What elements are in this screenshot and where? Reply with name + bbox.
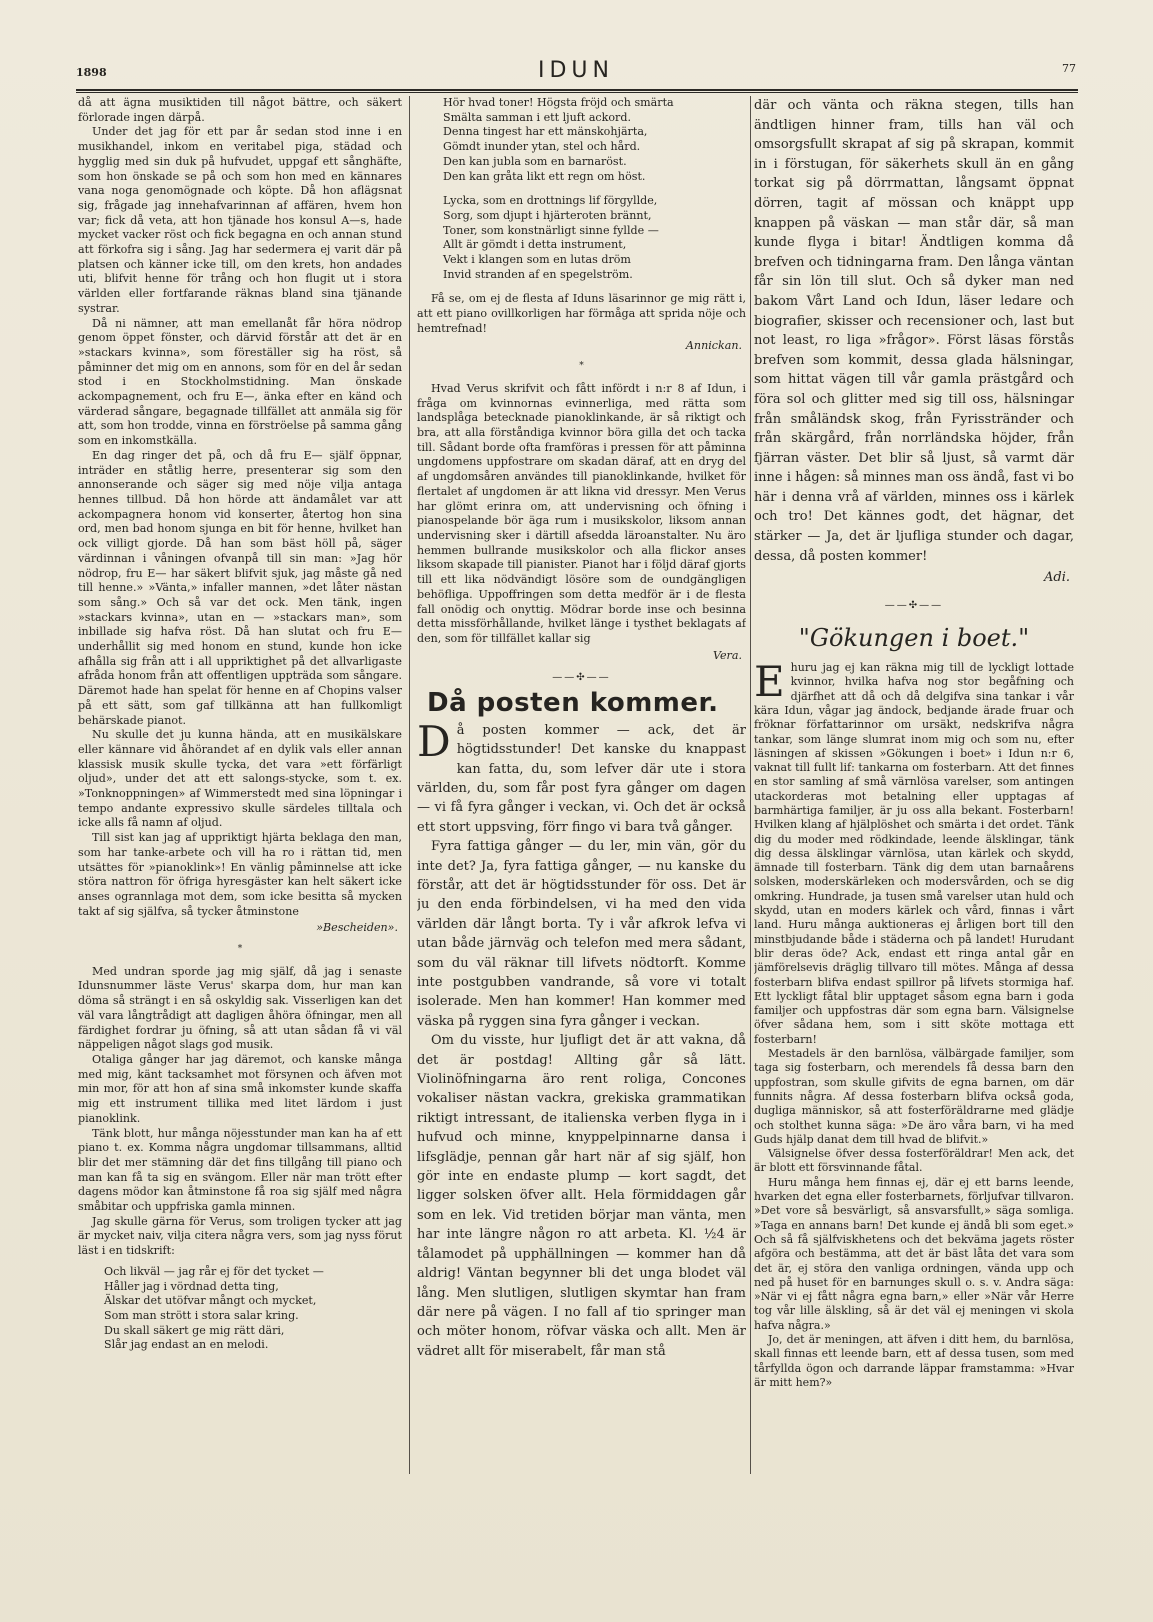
article-heading: Då posten kommer.: [427, 688, 719, 719]
poem-line: Den kan gråta likt ett regn om höst.: [443, 169, 646, 183]
page-header: [76, 58, 1076, 88]
signature: Adi.: [1044, 570, 1070, 586]
paragraph: där och vänta och räkna stegen, tills han ändtligen hinner fram, tills han väl och omsorgsfullt skrapat af sig på skrapan, kommit in i förstugan, för säkerhets skull än en gång torkat sig på dörrmattan, långsamt öppnat dörren, tagit af mössan och knäppt upp knappen på väskan — man står där, så man kunde flyga i bitar! Ändtligen komma då brefven och tidningarna fram. Den långa väntan får sin lön till slut. Och så dyker man ned bakom Vårt Land och Idun, läser ledare och biografier, skisser och recensioner och, last but not least, ro liga »frågor». Först läsas förstås brefven som kommit, dessa glada hälsningar, som hittat vägen till vår gamla prästgård och föra sol och glitter med sig till oss, hälsningar från småländsk skog, från Fyrisstränder och från skärgård, från norrländska höjder, från fjärran väster. Det blir så ljust, så varmt där inne i hågen: så minnes man oss ändå, fast vi bo här i denna vrå af världen, minnes oss i kärlek och tro! Det kännes godt, det hägnar, det stärker — Ja, det är ljufliga stunder och dagar, dessa, då posten kommer!: [754, 98, 1074, 564]
poem-line: Sorg, som djupt i hjärteroten brännt,: [443, 208, 652, 222]
poem-line: Denna tingest har ett mänskohjärta,: [443, 125, 648, 139]
poem-stanza: [443, 194, 746, 282]
paragraph: Till sist kan jag af uppriktigt hjärta beklaga den man, som har tanke-arbete och vill ha ro i rättan tid, men utsättes för »pianoklink»! En vänlig påminnelse att icke störa nattron för öfriga hyresgäster kan helt säkert icke anses ogrannlaga mot dem, som icke besitta så mycken takt af sig själfva, så tycker åtminstone: [78, 831, 402, 918]
header-rule-thin: [76, 92, 1078, 93]
column-divider-1: [409, 96, 410, 1474]
article-body: [754, 657, 1074, 1390]
header-rule: [76, 89, 1078, 91]
paragraph: då att ägna musiktiden till något bättre, och säkert förlorade ingen därpå.: [78, 96, 402, 124]
poem-line: Hör hvad toner! Högsta fröjd och smärta: [443, 96, 674, 109]
column-divider-2: [750, 96, 751, 1474]
paragraph: Mestadels är den barnlösa, välbärgade familjer, som taga sig fosterbarn, och merendels få dessa barn den uppfostran, som skulle gifvits de egna barnen, om där funnits några. Af dessa fosterbarn blifva också goda, dugliga människor, så att fosterföräldrarne med glädje och stolthet kunna säga: »De äro våra barn, vi ha med Guds hjälp danat dem till hvad de blifvit.»: [754, 1047, 1074, 1146]
signature: Annickan.: [685, 338, 742, 352]
paragraph: Få se, om ej de flesta af Iduns läsarinnor ge mig rätt i, att ett piano ovillkorligen har förmåga att sprida nöje och hemtrefnad!: [417, 292, 746, 335]
poem-line: Och likväl — jag rår ej för det tycket —: [104, 1264, 324, 1278]
signature: »Bescheiden».: [316, 921, 398, 935]
drop-cap: D: [417, 716, 451, 766]
article-heading: "Gökungen i boet.": [798, 624, 1030, 653]
masthead-title: IDUN: [538, 58, 614, 83]
poem-stanza: [443, 96, 746, 184]
poem-line: Lycka, som en drottnings lif förgyllde,: [443, 194, 658, 208]
paragraph: Jag skulle gärna för Verus, som troligen tycker att jag är mycket naiv, vilja citera några vers, som jag nyss förut läst i en tidskrift:: [78, 1214, 402, 1258]
paragraph: Om du visste, hur ljufligt det är att vakna, då det är postdag! Allting går så lätt. Violinöfningarna äro rent roliga, Concones vokaliser nästan vackra, grekiska grammatikan riktigt intressant, de italienska verben flyga in i hufvud och minne, knyppelpinnarne dansa i lifsglädje, pennan går hart när af sig själf, hon gör inte en endaste plump — kort sagdt, det ligger solsken öfver allt. Hela förmiddagen går som en lek. Vid tretiden börjar man vänta, men har inte längre någon ro att arbeta. Kl. ½4 är tålamodet på upphällningen — kommer han då aldrig! Väntan begynner bli det unga blodet väl lång. Men slutligen, slutligen skymtar han fram där nere på vägen. I no fall af tio springer man och möter honom, röfvar väska och allt. Men är vädret allt för miserabelt, får man stå: [417, 1033, 746, 1359]
poem-line: Den kan jubla som en barnaröst.: [443, 154, 627, 168]
article-body: [417, 716, 746, 1361]
ornament-divider: ——✣——: [884, 599, 944, 611]
column-left: [78, 96, 402, 1486]
section-star: *: [237, 944, 243, 955]
paragraph: Nu skulle det ju kunna hända, att en musikälskare eller kännare vid åhörandet af en dylik vals eller annan klassisk musik skulle tycka, det vara »ett förfärligt oljud», under det att ett salongs-stycke, som t. ex. »Tonknoppningen» af Wimmerstedt med sina löpningar i tempo andante expressivo skulle särdeles tilltala och icke alls få namn af oljud.: [78, 728, 402, 830]
column-middle: [417, 96, 746, 1486]
poem-line: Håller jag i vördnad detta ting,: [104, 1279, 279, 1293]
column-right: [754, 96, 1074, 1486]
poem-line: Vekt i klangen som en lutas dröm: [443, 253, 631, 267]
section-star: *: [579, 361, 584, 372]
signature: Vera.: [712, 648, 742, 662]
paragraph: En dag ringer det på, och då fru E— själf öppnar, inträder en ståtlig herre, presenterar sig som den annonserande och säger sig med nöje vilja antaga hennes tillbud. Då hon hörde att ändamålet var att ackompagnera honom vid konserter, återtog hon sina ord, men bad honom sjunga en bit för henne, hvilket han ock villigt gjorde. Då han som bäst höll på, säger värdinnan i våningen ofvanpå till sin man: »Jag hör nödrop, fru E— har säkert blifvit sjuk, jag måste gå ned till henne.» »Vänta,» infaller mannen, »det låter nästan som sång.» Och så var det ock. Men tänk, ingen »stackars kvinna», utan en — »stackars man», som inbillade sig hafva röst. Då han slutat och fru E— underhållit sig med honom en stund, kunde hon icke afhålla sig från att i all uppriktighet på det allvarligaste afråda honom från att offentligen uppträda som sångare. Däremot hade han spelat för henne en af Chopins valser på ett sätt, som gaf tillkänna att han fullkomligt behärskade pianot.: [78, 448, 402, 727]
drop-cap: E: [754, 657, 785, 707]
poem-line: Slår jag endast an en melodi.: [104, 1338, 269, 1352]
paragraph: Ehuru jag ej kan räkna mig till de lyckligt lottade kvinnor, hvilka hafva nog stor begåfning och djärfhet att då och då delgifva sina tankar i vår kära Idun, vågar jag ändock, bedjande ärade fruar och fröknar författarinnor om ursäkt, nedskrifva några tankar, som länge slumrat inom mig och som nu, efter läsningen af skissen »Gökungen i boet» i Idun n:r 6, vaknat till fullt lif: tankarna om fosterbarn. Att det finnes en stor samling af små värnlösa varelser, som antingen utackorderas mot betalning eller upptagas af barmhärtiga familjer, är ju oss alla bekant. Fosterbarn! Hvilken klang af hjälplöshet och smärta i det ordet. Tänk dig du moder med rödkindade, leende älsklingar, tänk dig dessa älsklingar värnlösa, utan kärlek och skydd, ämnade till fosterbarn. Tänk dig dem utan barnaårens solsken, moderskärleken och modersvården, och se dig omkring. Hundrade, ja tusen små varelser utan huld och skydd, utan en moders kärlek och vård, finnas i vårt land. Huru många auktioneras ej årligen bort till den minstbjudande både i städerna och på landet! Hurudant blir deras öde? Ack, endast ett ringa antal går en jämförelsevis dräglig tillvaro till mötes. Många af dessa fosterbarn blifva endast spillror på lifvets stormiga haf. Ett lyckligt fåtal blir upptaget såsom egna barn i goda familjer och uppfostras där som egna barn. Välsignelse öfver sådana hem, som i sitt sköte mottaga ett fosterbarn!: [754, 657, 1074, 1046]
poem-line: Toner, som konstnärligt sinne fyllde —: [443, 223, 659, 237]
paragraph: Otaliga gånger har jag däremot, och kanske många med mig, känt tacksamhet mot försynen och äfven mot min mor, för att hon af sina små inkomster kunde skaffa mig ett instrument tillika med litet lärdom i just pianoklink.: [78, 1053, 402, 1125]
paragraph: Välsignelse öfver dessa fosterföräldrar! Men ack, det är blott ett försvinnande fåtal.: [754, 1147, 1074, 1175]
poem-line: Älskar det utöfvar mångt och mycket,: [104, 1294, 317, 1308]
poem-line: Invid stranden af en spegelström.: [443, 267, 633, 281]
header-year: 1898: [76, 66, 107, 79]
poem-line: Smälta samman i ett ljuft ackord.: [443, 110, 631, 124]
paragraph: Huru många hem finnas ej, där ej ett barns leende, hvarken det egna eller fosterbarnets, förljufvar tillvaron. »Det vore så besvärligt, så ansvarsfullt,» säga somliga. »Taga en annans barn! Det kunde ej ändå bli som eget.» Och så få själfviskhetens och det bekväma jagets röster afgöra och bestämma, att det är bäst låta det vara som det är, ej störa den vanliga ordningen, vända upp och ned på huset för en barnunges skull o. s. v. Andra säga: »När vi ej fått några egna barn,» eller »När vår Herre tog vår lille älskling, så är det väl ej meningen vi skola hafva några.»: [754, 1175, 1074, 1332]
paragraph: Tänk blott, hur många nöjesstunder man kan ha af ett piano t. ex. Komma några ungdomar tillsammans, alltid blir det mer stämning där det fins tillgång till piano och man kan få ta sig en svängom. Eller när man trött efter dagens mödor kan åtminstone få roa sig själf med några småbitar och uppfriska gamla minnen.: [78, 1126, 402, 1214]
poem: [104, 1265, 402, 1353]
paragraph: Jo, det är meningen, att äfven i ditt hem, du barnlösa, skall finnas ett leende barn, ett af dessa tusen, som med tårfyllda ögon och darrande läppar framstamma: »Hvar är mitt hem?»: [754, 1332, 1074, 1389]
poem-line: Som man strött i stora salar kring.: [104, 1308, 299, 1322]
ornament-divider: ——✣——: [552, 672, 611, 684]
paragraph: Då ni nämner, att man emellanåt får höra nödrop genom öppet fönster, och därvid förstår att det är en »stackars kvinna», som föreställer sig ha röst, så påminner det mig om en annons, som för en del år sedan stod i en Stockholmstidning. Man önskade ackompagnement, och fru E—, änka efter en känd och värderad sångare, begagnade tillfället att anmäla sig för att, som hon trodde, vinna en förströelse på samma gång som en inkomstkälla.: [78, 316, 402, 448]
poem-line: Gömdt inunder ytan, stel och hård.: [443, 140, 641, 154]
paragraph: Med undran sporde jag mig själf, då jag i senaste Idunsnummer läste Verus' skarpa dom, hur man kan döma så strängt i en så oskyldig sak. Visserligen kan det väl vara långtrådigt att dagligen åhöra öfningar, men all färdighet fordrar ju öfning, så att utan sådan få vi väl näppeligen något slags god musik.: [78, 964, 402, 1052]
paragraph: Då posten kommer — ack, det är högtidsstunder! Det kanske du knappast kan fatta, du, som lefver där ute i stora världen, du, som får post fyra gånger om dagen — vi få fyra gånger i veckan, vi. Och det är också ett stort uppsving, förr fingo vi bara två gånger.: [417, 716, 746, 835]
page-number: 77: [1062, 62, 1076, 75]
poem-line: Du skall säkert ge mig rätt däri,: [104, 1323, 285, 1337]
poem-line: Allt är gömdt i detta instrument,: [443, 238, 627, 252]
paragraph: Under det jag för ett par år sedan stod inne i en musikhandel, inkom en veritabel piga, städad och hygglig med sin duk på hufvudet, uppgaf ett sånghäfte, som hon önskade se på och som hon med en kännares vana noga genomögnade och köpte. Då hon aflägsnat sig, frågade jag innehafvarinnan af affären, hvem hon var; fick då veta, att hon tjänade hos konsul A—s, hade mycket vacker röst och fick begagna en och annan stund att förkofra sig i sång. Jag har sedermera ej varit där på platsen och känner icke till, om den krets, hon andades uti, blifvit henne för trång och hon flugit ut i stora världen eller fortfarande räknas bland sina tjänande systrar.: [78, 125, 402, 315]
paragraph: Hvad Verus skrifvit och fått infördt i n:r 8 af Idun, i fråga om kvinnornas evinnerliga, med rätta som landsplåga betecknade pianoklinkande, är så riktigt och bra, att alla förståndiga kvinnor böra gilla det och tacka till. Sådant borde ofta framföras i pressen för att påminna ungdomens uppfostrare om skadan däraf, att en dryg del af ungdomsåren användes till pianoklinkande, hvilket för flertalet af ungdomen är att likna vid dressyr. Men Verus har glömt erinra om, att undervisning och öfning i pianospelande bör äga rum i musikskolor, liksom annan undervisning sker i därtill afsedda läroanstalter. Nu äro hemmen bullrande musikskolor och alla flickor anses liksom skapade till pianister. Pianot har i följd däraf gjorts till ett lika nödvändigt lösöre som de oundgängligen behöfliga. Uppoffringen som detta medför är i de flesta fall onödig och onyttig. Mödrar borde inse och besinna detta missförhållande, hvilket länge i tysthet beklagats af den, som för tillfället kallar sig: [417, 381, 746, 645]
paragraph: Fyra fattiga gånger — du ler, min vän, gör du inte det? Ja, fyra fattiga gånger, — nu kanske du förstår, att det är högtidsstunder för oss. Det är ju den enda förbindelsen, vi ha med den vida världen där långt borta. Ty i vår afkrok lefva vi utan både järnväg och telefon med mera sådant, som du väl räknar till lifvets nödtorft. Komme inte postgubben vandrande, så vore vi totalt isolerade. Men han kommer! Han kommer med väska på ryggen sina fyra gånger i veckan.: [417, 839, 746, 1029]
